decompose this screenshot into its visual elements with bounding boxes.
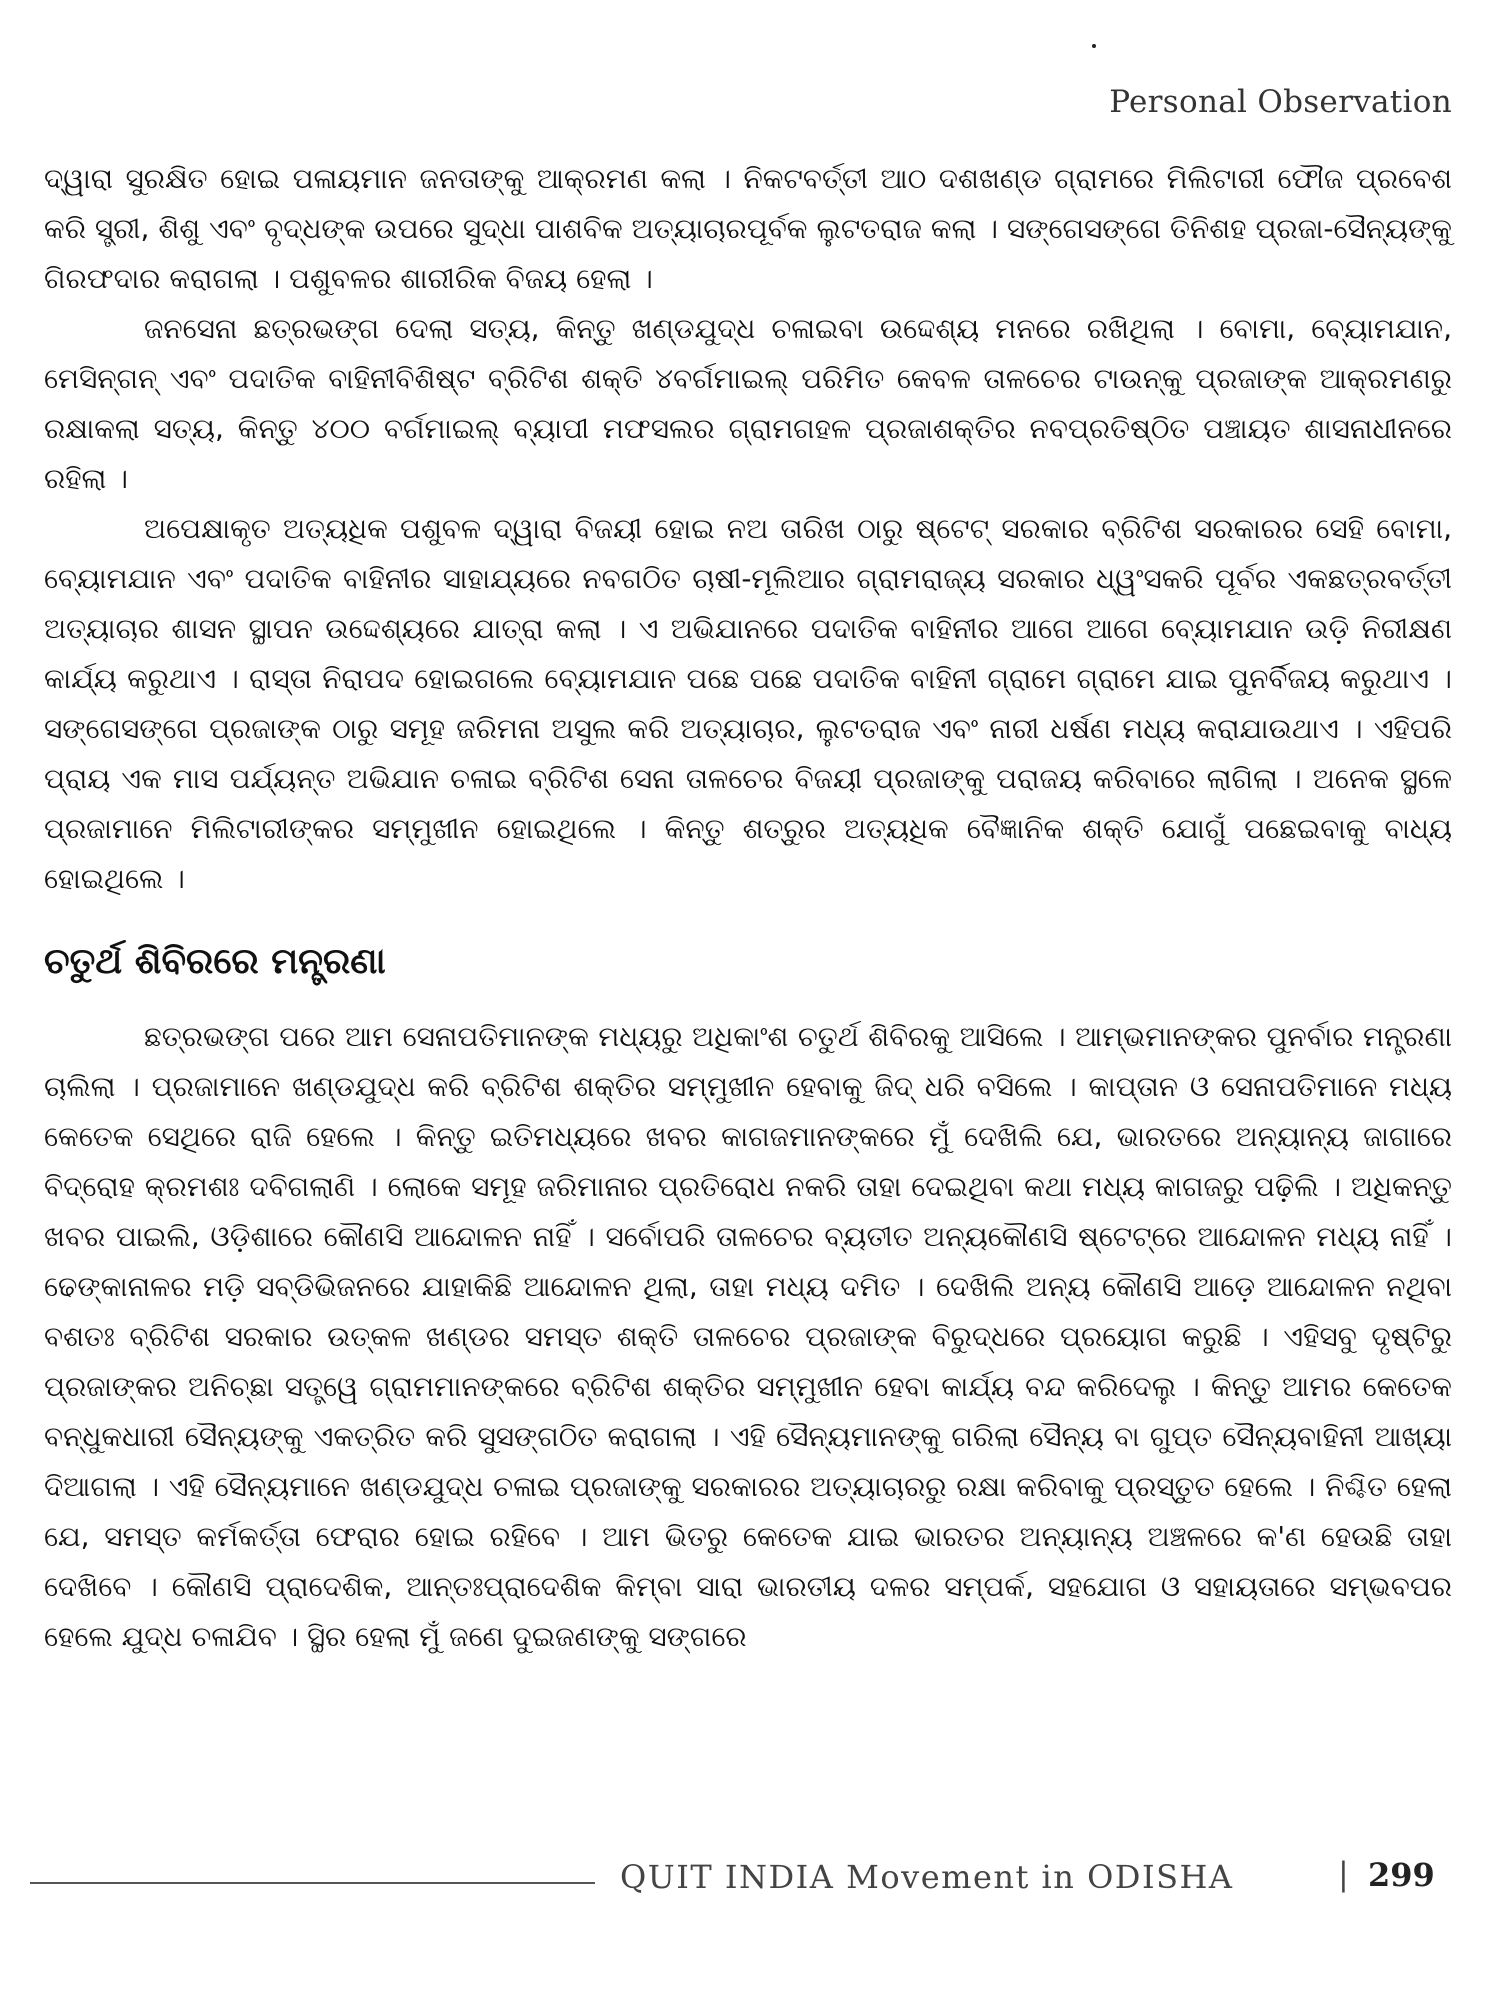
footer-rule bbox=[30, 1882, 595, 1884]
print-speck bbox=[1092, 44, 1096, 48]
paragraph: ଅପେକ୍ଷାକୃତ ଅତ୍ୟଧିକ ପଶୁବଳ ଦ୍ୱାରା ବିଜୟୀ ହୋଇ ନଅ ତାରିଖ ଠାରୁ ଷ୍ଟେଟ୍ ସରକାର ବ୍ରିଟିଶ ସରକାରର ସେହି ବୋମା, ବ୍ୟୋମଯାନ ଏବଂ ପଦାତିକ ବାହିନୀର ସାହାଯ୍ୟରେ ନବଗଠିତ ଚାଷୀ-ମୂଲିଆର ଗ୍ରାମରାଜ୍ୟ ସରକାର ଧ୍ୱଂସକରି ପୂର୍ବର ଏକଛତ୍ରବର୍ତ୍ତୀ ଅତ୍ୟାଚାର ଶାସନ ସ୍ଥାପନ ଉଦ୍ଦେଶ୍ୟରେ ଯାତ୍ରା କଲା । ଏ ଅଭିଯାନରେ ପଦାତିକ ବାହିନୀର ଆଗେ ଆଗେ ବ୍ୟୋମଯାନ ଉଡ଼ି ନିରୀକ୍ଷଣ କାର୍ଯ୍ୟ କରୁଥାଏ । ରାସ୍ତା ନିରାପଦ ହୋଇଗଲେ ବ୍ୟୋମଯାନ ପଛେ ପଛେ ପଦାତିକ ବାହିନୀ ଗ୍ରାମେ ଗ୍ରାମେ ଯାଇ ପୁନର୍ବିଜୟ କରୁଥାଏ । ସଙ୍ଗେସଙ୍ଗେ ପ୍ରଜାଙ୍କ ଠାରୁ ସମୂହ ଜରିମନା ଅସୁଲ କରି ଅତ୍ୟାଚାର, ଲୁଟତରାଜ ଏବଂ ନାରୀ ଧର୍ଷଣ ମଧ୍ୟ କରାଯାଉଥାଏ । ଏହିପରି ପ୍ରାୟ ଏକ ମାସ ପର୍ଯ୍ୟନ୍ତ ଅଭିଯାନ ଚଳାଇ ବ୍ରିଟିଶ ସେନା ତାଳଚେର ବିଜୟୀ ପ୍ରଜାଙ୍କୁ ପରାଜୟ କରିବାରେ ଲାଗିଲା । ଅନେକ ସ୍ଥଳେ ପ୍ରଜାମାନେ ମିଲିଟାରୀଙ୍କର ସମ୍ମୁଖୀନ ହୋଇଥିଲେ । କିନ୍ତୁ ଶତ୍ରୁର ଅତ୍ୟଧିକ ବୈଜ୍ଞାନିକ ଶକ୍ତି ଯୋଗୁଁ ପଛେଇବାକୁ ବାଧ୍ୟ ହୋଇଥିଲେ । bbox=[44, 512, 1452, 895]
section-heading: ଚତୁର୍ଥ ଶିବିରରେ ମନ୍ତ୍ରଣା bbox=[44, 941, 386, 982]
running-header: Personal Observation bbox=[1109, 84, 1452, 120]
footer-separator: | bbox=[1338, 1855, 1349, 1893]
paragraph-continued: ଦ୍ୱାରା ସୁରକ୍ଷିତ ହୋଇ ପଳାୟମାନ ଜନତାଙ୍କୁ ଆକ୍ରମଣ କଲା । ନିକଟବର୍ତ୍ତୀ ଆଠ ଦଶଖଣ୍ଡ ଗ୍ରାମରେ ମିଲିଟାରୀ ଫୌଜ ପ୍ରବେଶ କରି ସ୍ତ୍ରୀ, ଶିଶୁ ଏବଂ ବୃଦ୍ଧଙ୍କ ଉପରେ ସୁଦ୍ଧା ପାଶବିକ ଅତ୍ୟାଚାରପୂର୍ବକ ଲୁଟତରାଜ କଲା । ସଙ୍ଗେସଙ୍ଗେ ତିନିଶହ ପ୍ରଜା-ସୈନ୍ୟଙ୍କୁ ଗିରଫଦାର କରାଗଲା । ପଶୁବଳର ଶାରୀରିକ ବିଜୟ ହେଲା । bbox=[44, 162, 1452, 295]
page-number: 299 bbox=[1368, 1856, 1435, 1894]
paragraph: ଜନସେନା ଛତ୍ରଭଙ୍ଗ ଦେଲା ସତ୍ୟ, କିନ୍ତୁ ଖଣ୍ଡଯୁଦ୍ଧ ଚଳାଇବା ଉଦ୍ଦେଶ୍ୟ ମନରେ ରଖିଥିଲା । ବୋମା, ବ୍ୟୋମଯାନ, ମେସିନ୍‌ଗନ୍ ଏବଂ ପଦାତିକ ବାହିନୀବିଶିଷ୍ଟ ବ୍ରିଟିଶ ଶକ୍ତି ୪ବର୍ଗମାଇଲ୍ ପରିମିତ କେବଳ ତାଳଚେର ଟାଉନ୍‌କୁ ପ୍ରଜାଙ୍କ ଆକ୍ରମଣରୁ ରକ୍ଷାକଲା ସତ୍ୟ, କିନ୍ତୁ ୪୦୦ ବର୍ଗମାଇଲ୍ ବ୍ୟାପୀ ମଫସଲର ଗ୍ରାମଗହଳ ପ୍ରଜାଶକ୍ତିର ନବପ୍ରତିଷ୍ଠିତ ପଞ୍ଚାୟତ ଶାସନାଧୀନରେ ରହିଲା । bbox=[44, 312, 1452, 495]
paragraph: ଛତ୍ରଭଙ୍ଗ ପରେ ଆମ ସେନାପତିମାନଙ୍କ ମଧ୍ୟରୁ ଅଧିକାଂଶ ଚତୁର୍ଥ ଶିବିରକୁ ଆସିଲେ । ଆମ୍ଭମାନଙ୍କର ପୁନର୍ବାର ମନ୍ତ୍ରଣା ଚାଲିଲା । ପ୍ରଜାମାନେ ଖଣ୍ଡଯୁଦ୍ଧ କରି ବ୍ରିଟିଶ ଶକ୍ତିର ସମ୍ମୁଖୀନ ହେବାକୁ ଜିଦ୍ ଧରି ବସିଲେ । କାପ୍ତାନ ଓ ସେନାପତିମାନେ ମଧ୍ୟ କେତେକ ସେଥିରେ ରାଜି ହେଲେ । କିନ୍ତୁ ଇତିମଧ୍ୟରେ ଖବର କାଗଜମାନଙ୍କରେ ମୁଁ ଦେଖିଲି ଯେ, ଭାରତରେ ଅନ୍ୟାନ୍ୟ ଜାଗାରେ ବିଦ୍ରୋହ କ୍ରମଶଃ ଦବିଗଲାଣି । ଲୋକେ ସମୂହ ଜରିମାନାର ପ୍ରତିରୋଧ ନକରି ତାହା ଦେଇଥିବା କଥା ମଧ୍ୟ କାଗଜରୁ ପଢ଼ିଲି । ଅଧିକନ୍ତୁ ଖବର ପାଇଲି, ଓଡ଼ିଶାରେ କୌଣସି ଆନ୍ଦୋଳନ ନାହିଁ । ସର୍ବୋପରି ତାଳଚେର ବ୍ୟତୀତ ଅନ୍ୟକୌଣସି ଷ୍ଟେଟ୍‌ରେ ଆନ୍ଦୋଳନ ମଧ୍ୟ ନାହିଁ । ଢେଙ୍କାନାଳର ମଡ଼ି ସବ୍‌ଡିଭିଜନରେ ଯାହାକିଛି ଆନ୍ଦୋଳନ ଥିଲା, ତାହା ମଧ୍ୟ ଦମିତ । ଦେଖିଲି ଅନ୍ୟ କୌଣସି ଆଡ଼େ ଆନ୍ଦୋଳନ ନଥିବା ବଶତଃ ବ୍ରିଟିଶ ସରକାର ଉତ୍କଳ ଖଣ୍ଡର ସମସ୍ତ ଶକ୍ତି ତାଳଚେର ପ୍ରଜାଙ୍କ ବିରୁଦ୍ଧରେ ପ୍ରୟୋଗ କରୁଛି । ଏହିସବୁ ଦୃଷ୍ଟିରୁ ପ୍ରଜାଙ୍କର ଅନିଚ୍ଛା ସତ୍ତ୍ୱେ ଗ୍ରାମମାନଙ୍କରେ ବ୍ରିଟିଶ ଶକ୍ତିର ସମ୍ମୁଖୀନ ହେବା କାର୍ଯ୍ୟ ବନ୍ଦ କରିଦେଲୁ । କିନ୍ତୁ ଆମର କେତେକ ବନ୍ଧୁକଧାରୀ ସୈନ୍ୟଙ୍କୁ ଏକତ୍ରିତ କରି ସୁସଙ୍ଗଠିତ କରାଗଲା । ଏହି ସୈନ୍ୟମାନଙ୍କୁ ଗରିଲା ସୈନ୍ୟ ବା ଗୁପ୍ତ ସୈନ୍ୟବାହିନୀ ଆଖ୍ୟା ଦିଆଗଲା । ଏହି ସୈନ୍ୟମାନେ ଖଣ୍ଡଯୁଦ୍ଧ ଚଳାଇ ପ୍ରଜାଙ୍କୁ ସରକାରର ଅତ୍ୟାଚାରରୁ ରକ୍ଷା କରିବାକୁ ପ୍ରସ୍ତୁତ ହେଲେ । ନିଶ୍ଚିତ ହେଲା ଯେ, ସମସ୍ତ କର୍ମକର୍ତ୍ତା ଫେରାର ହୋଇ ରହିବେ । ଆମ ଭିତରୁ କେତେକ ଯାଇ ଭାରତର ଅନ୍ୟାନ୍ୟ ଅଞ୍ଚଳରେ କ'ଣ ହେଉଛି ତାହା ଦେଖିବେ । କୌଣସି ପ୍ରାଦେଶିକ, ଆନ୍ତଃପ୍ରାଦେଶିକ କିମ୍ବା ସାରା ଭାରତୀୟ ଦଳର ସମ୍ପର୍କ, ସହଯୋଗ ଓ ସହାୟତାରେ ସମ୍ଭବପର ହେଲେ ଯୁଦ୍ଧ ଚଳାଯିବ । ସ୍ଥିର ହେଲା ମୁଁ ଜଣେ ଦୁଇଜଣଙ୍କୁ ସଙ୍ଗରେ bbox=[44, 1020, 1452, 1653]
footer-book-title: QUIT INDIA Movement in ODISHA bbox=[620, 1858, 1234, 1896]
page-body bbox=[44, 154, 1452, 1662]
